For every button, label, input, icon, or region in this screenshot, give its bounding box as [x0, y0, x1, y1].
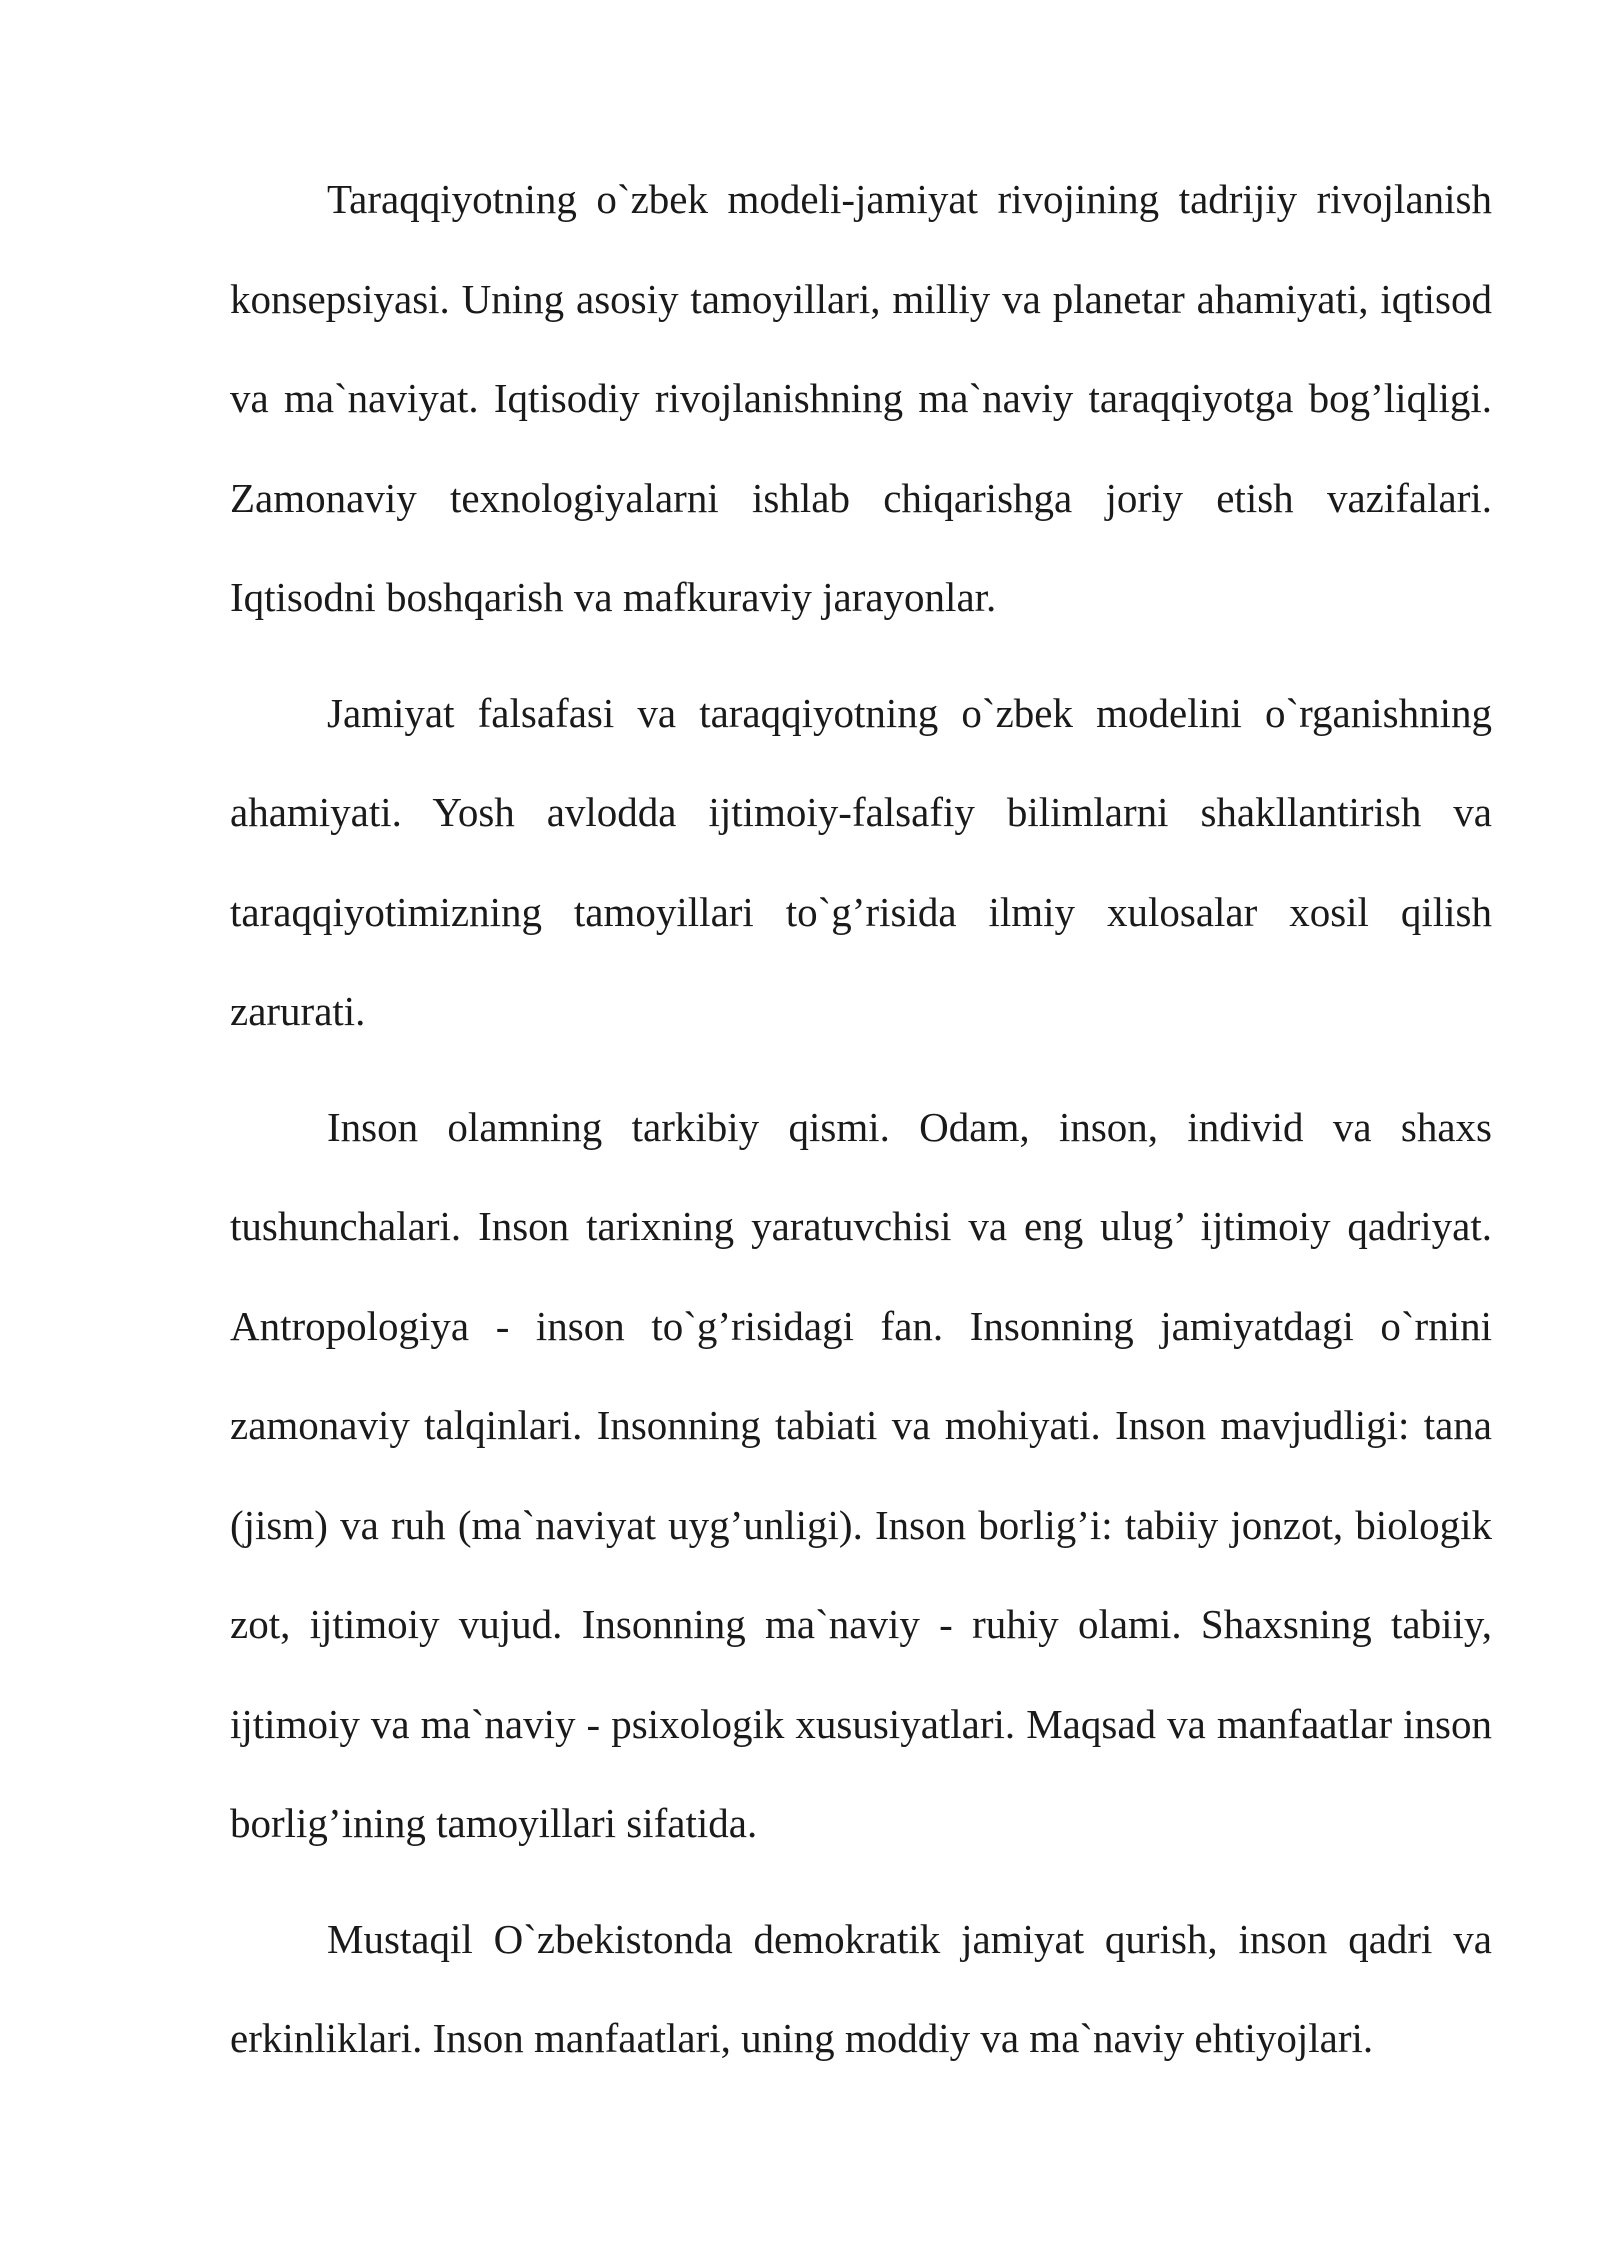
paragraph-2: Jamiyat falsafasi va taraqqiyotning o`zbek modelini o`rganishning ahamiyati. Yosh avlodda ijtimoiy-falsafiy bilimlarni shakllantirish va taraqqiyotimizning tamoyillari to`g’risida ilmiy xulosalar xosil qilish zarurati. [230, 689, 1492, 1034]
document-page [230, 150, 1492, 2105]
paragraph-4: Mustaqil O`zbekistonda demokratik jamiyat qurish, inson qadri va erkinliklari. Inson manfaatlari, uning moddiy va ma`naviy ehtiyojlari. [230, 1915, 1492, 2061]
paragraph-3: Inson olamning tarkibiy qismi. Odam, inson, individ va shaxs tushunchalari. Inson tarixning yaratuvchisi va eng ulug’ ijtimoiy qadriyat. Antropologiya - inson to`g’risidagi fan. Insonning jamiyatdagi o`rnini zamonaviy talqinlari. Insonning tabiati va mohiyati. Inson mavjudligi: tana (jism) va ruh (ma`naviyat uyg’unligi). Inson borlig’i: tabiiy jonzot, biologik zot, ijtimoiy vujud. Insonning ma`naviy - ruhiy olami. Shaxsning tabiiy, ijtimoiy va ma`naviy - psixologik xususiyatlari. Maqsad va manfaatlar inson borlig’ining tamoyillari sifatida. [230, 1103, 1492, 1846]
paragraph-1: Taraqqiyotning o`zbek modeli-jamiyat rivojining tadrijiy rivojlanish konsepsiyasi. Uning asosiy tamoyillari, milliy va planetar ahamiyati, iqtisod va ma`naviyat. Iqtisodiy rivojlanishning ma`naviy taraqqiyotga bog’liqligi. Zamonaviy texnologiyalarni ishlab chiqarishga joriy etish vazifalari. Iqtisodni boshqarish va mafkuraviy jarayonlar. [230, 176, 1492, 620]
